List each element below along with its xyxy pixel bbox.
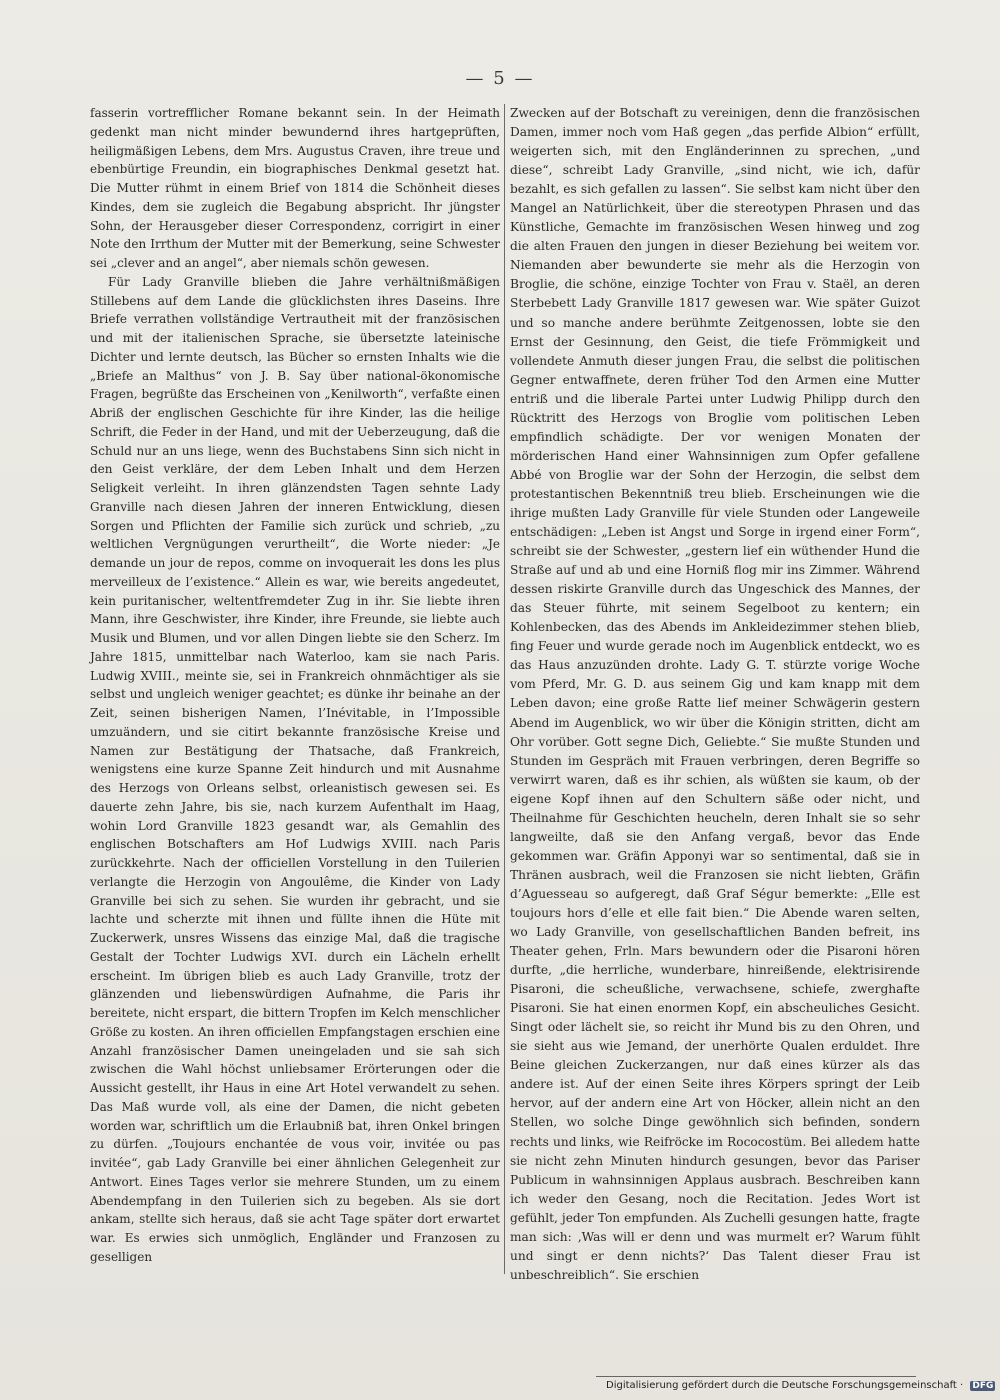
footer-rule xyxy=(596,1376,916,1377)
paragraph: Zwecken auf der Botschaft zu vereinigen, denn die französischen Damen, immer noch vom Haß gegen „das perfide Albion“ erfüllt, weigerten sich, mit den Engländerinnen zu sprechen, „und diese“, schreibt Lady Granville, „sind nicht, wie ich, dafür bezahlt, es sich gefallen zu lassen“. Sie selbst kam nicht über den Mangel an Natürlichkeit, über die stereotypen Phrasen und das Künstliche, Gemachte im französischen Wesen hinweg und zog die alten Frauen den jungen in dieser Beziehung bei weitem vor. Niemanden aber bewunderte sie mehr als die Herzogin von Broglie, die schöne, einzige Tochter von Frau v. Staël, an deren Sterbebett Lady Granville 1817 gewesen war. Wie später Guizot und so manche andere berühmte Zeitgenossen, lobte sie den Ernst der Gesinnung, den Geist, die tiefe Frömmigkeit und vollendete Anmuth dieser jungen Frau, die selbst die politischen Gegner entwaffnete, deren früher Tod den Armen eine Mutter entriß und die liberale Partei unter Ludwig Philipp durch den Rücktritt des Herzogs von Broglie vom politischen Leben empfindlich schädigte. Der vor wenigen Monaten der mörderischen Hand einer Wahnsinnigen zum Opfer gefallene Abbé von Broglie war der Sohn der Herzogin, die selbst dem protestantischen Bekenntniß treu blieb. Erscheinungen wie die ihrige mußten Lady Granville für viele Stunden oder Langeweile entschädigen: „Leben ist Angst und Sorge in irgend einer Form“, schreibt sie der Schwester, „gestern lief ein wüthender Hund die Straße auf und ab und eine Horniß flog mir ins Zimmer. Während dessen riskirte Granville durch das Ungeschick des Mannes, der das Steuer führte, mit seinem Segelboot zu kentern; ein Kohlenbecken, das des Abends im Ankleidezimmer stehen blieb, fing Feuer und wurde gerade noch im Augenblick entdeckt, wo es das Haus anzuzünden drohte. Lady G. T. stürzte vorige Woche vom Pferd, Mr. G. D. aus seinem Gig und kam knapp mit dem Leben davon; eine große Ratte lief meiner Schwägerin gestern Abend im Augenblick, wo wir über die Königin stritten, dicht am Ohr vorüber. Gott segne Dich, Geliebte.“ Sie mußte Stunden und Stunden im Gespräch mit Frauen verbringen, deren Begriffe so verwirrt waren, daß es ihr schien, als wüßten sie kaum, ob der eigene Kopf ihnen auf den Schultern säße oder nicht, und Theilnahme für Geschichten heucheln, deren Inhalt sie so sehr langweilte, daß sie den Anfang vergaß, bevor das Ende gekommen war. Gräfin Apponyi war so sentimental, daß sie in Thränen ausbrach, weil die Franzosen sie nicht liebten, Gräfin d’Aguesseau so aufgeregt, daß Graf Ségur bemerkte: „Elle est toujours hors d’elle et elle fait bien.“ Die Abende waren selten, wo Lady Granville, von gesellschaftlichen Banden befreit, ins Theater gehen, Frln. Mars bewundern oder die Pisaroni hören durfte, „die herrliche, wunderbare, hinreißende, elektrisirende Pisaroni, die scheußliche, verwachsene, schiefe, zwerghafte Pisaroni. Sie hat einen enormen Kopf, ein abscheuliches Gesicht. Singt oder lächelt sie, so reicht ihr Mund bis zu den Ohren, und sie sieht aus wie Jemand, der unerhörte Qualen erduldet. Ihre Beine gleichen Zuckerzangen, nur daß eines kürzer als das andere ist. Auf der einen Seite ihres Körpers springt der Leib hervor, auf der andern eine Art von Höcker, allein nicht an den Stellen, wo solche Dinge gewöhnlich sich befinden, sondern rechts und links, wie Reifröcke im Rococostüm. Bei alledem hatte sie nicht zehn Minuten hindurch gesungen, bevor das Pariser Publicum in wahnsinnigen Applaus ausbrach. Beschreiben kann ich weder den Gesang, noch die Recitation. Jedes Wort ist gefühlt, jeder Ton empfunden. Als Zuchelli gesungen hatte, fragte man sich: ‚Was will er denn und was murmelt er? Warum fühlt und singt er denn nichts?‘ Das Talent dieser Frau ist unbeschreiblich“. Sie erschien xyxy=(510,106,920,1282)
column-divider xyxy=(504,104,505,1274)
paragraph: fasserin vortrefflicher Romane bekannt sein. In der Heimath gedenkt man nicht minder bewundernd ihres hartgeprüften, heiligmäßigen Lebens, dem Mrs. Augustus Craven, ihre treue und ebenbürtige Freundin, ein biographisches Denkmal gesetzt hat. Die Mutter rühmt in einem Brief von 1814 die Schönheit dieses Kindes, dem sie zugleich die Begabung abspricht. Ihr jüngster Sohn, der Herausgeber dieser Correspondenz, corrigirt in einer Note den Irrthum der Mutter mit der Bemerkung, seine Schwester sei „clever and an angel“, aber niemals schön gewesen. xyxy=(90,106,500,270)
right-column xyxy=(510,104,920,1285)
page-number: — 5 — xyxy=(465,68,535,89)
paragraph: Für Lady Granville blieben die Jahre verhältnißmäßigen Stillebens auf dem Lande die glücklichsten ihres Daseins. Ihre Briefe verrathen vollständige Vertrautheit mit der französischen und mit der italienischen Sprache, sie übersetzte lateinische Dichter und lernte deutsch, las Bücher so ernsten Inhalts wie die „Briefe an Malthus“ von J. B. Say über national-ökonomische Fragen, begrüßte das Erscheinen von „Kenilworth“, verfaßte einen Abriß der englischen Geschichte für ihre Kinder, las die heilige Schrift, die Feder in der Hand, und mit der Ueberzeugung, daß die Schuld nur an uns liege, wenn des Buchstabens Sinn sich nicht in den Geist verkläre, der dem Leben Inhalt und dem Herzen Seligkeit verleiht. In ihren glänzendsten Tagen sehnte Lady Granville nach diesen Jahren der inneren Entwicklung, diesen Sorgen und Pflichten der Familie sich zurück und schrieb, „zu weltlichen Vergnügungen verurtheilt“, die Worte nieder: „Je demande un jour de repos, comme on invoquerait les dons les plus merveilleux de l’existence.“ Allein es war, wie bereits angedeutet, kein puritanischer, weltentfremdeter Zug in ihr. Sie liebte ihren Mann, ihre Geschwister, ihre Kinder, ihre Freunde, sie liebte auch Musik und Blumen, und vor allen Dingen liebte sie den Scherz. Im Jahre 1815, unmittelbar nach Waterloo, kam sie nach Paris. Ludwig XVIII., meinte sie, sei in Frankreich ohnmächtiger als sie selbst und ungleich weniger geachtet; es dünke ihr beinahe an der Zeit, seinen bisherigen Namen, l’Inévitable, in l’Impossible umzuändern, und sie citirt bekannte französische Kreise und Namen zur Bestätigung der Thatsache, daß Frankreich, wenigstens eine kurze Spanne Zeit hindurch und mit Ausnahme des Herzogs von Orleans selbst, orleanistisch gewesen sei. Es dauerte zehn Jahre, bis sie, nach kurzem Aufenthalt im Haag, wohin Lord Granville 1823 gesandt war, als Gemahlin des englischen Botschafters am Hof Ludwigs XVIII. nach Paris zurückkehrte. Nach der officiellen Vorstellung in den Tuilerien verlangte die Herzogin von Angoulême, die Kinder von Lady Granville bei sich zu sehen. Sie wurden ihr gebracht, und sie lachte und scherzte mit ihnen und füllte ihnen die Hüte mit Zuckerwerk, unsres Wissens das einzige Mal, daß die tragische Gestalt der Tochter Ludwigs XVI. durch ein Lächeln erhellt erscheint. Im übrigen blieb es auch Lady Granville, trotz der glänzenden und liebenswürdigen Aufnahme, die Paris ihr bereitete, nicht erspart, die bittern Tropfen im Kelch menschlicher Größe zu kosten. An ihren officiellen Empfangstagen erschien eine Anzahl französischer Damen uneingeladen und sie sah sich zwischen die Wahl höchst unliebsamer Erörterungen oder die Aussicht gestellt, ihr Haus in eine Art Hotel verwandelt zu sehen. Das Maß wurde voll, als eine der Damen, die nicht gebeten worden war, schriftlich um die Erlaubniß bat, ihren Onkel bringen zu dürfen. „Toujours enchantée de vous voir, invitée ou pas invitée“, gab Lady Granville bei einer ähnlichen Gelegenheit zur Antwort. Eines Tages verlor sie mehrere Stunden, um zu einem Abendempfang in den Tuilerien sich zu begeben. Als sie dort ankam, stellte sich heraus, daß sie acht Tage später dort erwartet war. Es erwies sich unmöglich, Engländer und Franzosen zu geselligen xyxy=(90,274,500,1264)
digitization-footer xyxy=(606,1380,994,1396)
left-column xyxy=(90,104,500,1267)
dfg-logo: DFG xyxy=(972,1381,994,1391)
footer-text: Digitalisierung gefördert durch die Deutsche Forschungsgemeinschaft · xyxy=(606,1380,964,1391)
